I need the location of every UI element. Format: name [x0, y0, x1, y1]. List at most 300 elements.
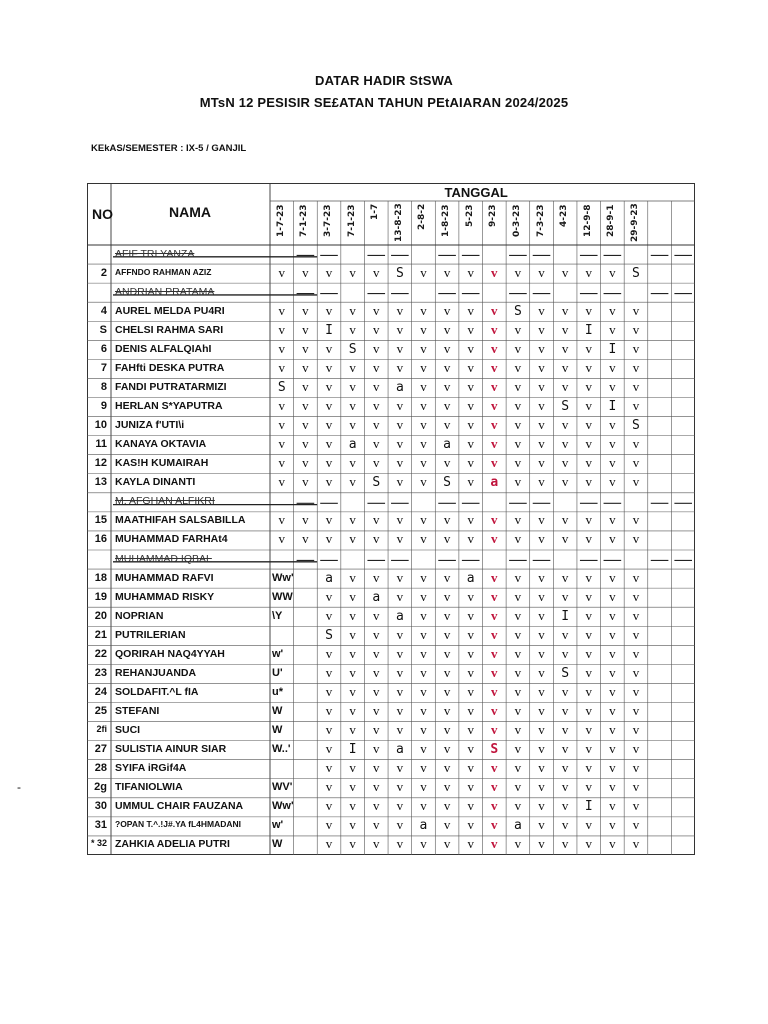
attendance-mark: ᴠ [585, 723, 592, 739]
attendance-mark: ᴠ [538, 627, 545, 643]
attendance-mark: ᴠ [514, 475, 522, 491]
attendance-mark: ᴠ [561, 360, 569, 376]
attendance-mark: ᴠ [420, 799, 427, 815]
attendance-mark: a [490, 475, 499, 491]
attendance-mark: I [608, 341, 617, 357]
attendance-mark: ᴠ [302, 513, 309, 529]
attendance-mark: ᴠ [609, 418, 616, 434]
attendance-mark: ᴠ [585, 818, 592, 834]
attendance-mark: ᴠ [396, 837, 404, 853]
attendance-mark: ᴠ [420, 532, 427, 548]
attendance-mark: ᴠ [396, 761, 404, 777]
attendance-mark: ᴠ [561, 303, 569, 319]
attendance-mark: ᴠ [302, 532, 309, 548]
attendance-mark: ᴠ [585, 780, 592, 796]
attendance-mark: ᴠ [632, 437, 640, 453]
attendance-mark: ᴠ [491, 665, 498, 681]
attendance-mark: ᴠ [609, 818, 616, 834]
attendance-mark: ᴠ [609, 589, 616, 605]
prefix-mark: w' [272, 819, 284, 832]
attendance-mark: ᴠ [467, 360, 474, 376]
attendance-mark: ᴠ [373, 723, 380, 739]
attendance-mark: ᴠ [373, 513, 380, 529]
attendance-mark: ᴠ [632, 456, 640, 472]
attendance-mark: ᴠ [302, 475, 309, 491]
attendance-mark: ᴠ [302, 456, 309, 472]
attendance-mark: ᴠ [278, 475, 286, 491]
attendance-mark: ᴠ [632, 704, 640, 720]
attendance-mark: ᴠ [561, 570, 569, 586]
row-number: 8 [100, 380, 107, 393]
attendance-mark: ᴠ [443, 303, 451, 319]
attendance-mark: ᴠ [396, 399, 404, 415]
attendance-mark: ᴠ [420, 761, 427, 777]
attendance-mark: ᴠ [443, 761, 451, 777]
attendance-mark: ᴠ [420, 360, 427, 376]
attendance-mark: ᴠ [561, 589, 569, 605]
attendance-mark: ᴠ [325, 723, 333, 739]
attendance-mark: ᴠ [538, 704, 545, 720]
attendance-mark: ᴠ [538, 780, 545, 796]
attendance-mark: ᴠ [609, 684, 616, 700]
attendance-mark: ᴠ [585, 341, 592, 357]
attendance-mark: ᴠ [609, 627, 616, 643]
attendance-mark: a [348, 437, 357, 453]
attendance-mark: ᴠ [302, 418, 309, 434]
attendance-mark: ᴠ [302, 399, 309, 415]
attendance-mark: ᴠ [349, 761, 356, 777]
attendance-mark: ᴠ [467, 723, 474, 739]
attendance-mark: a [395, 379, 404, 395]
student-name: KAS!H KUMAIRAH [115, 457, 209, 470]
row-number: 21 [94, 628, 107, 641]
attendance-mark: ᴠ [561, 799, 569, 815]
attendance-mark: ᴠ [325, 608, 333, 624]
attendance-mark: ᴠ [491, 341, 498, 357]
attendance-mark: ᴠ [514, 684, 522, 700]
attendance-mark: ᴠ [609, 646, 616, 662]
attendance-mark: ᴠ [420, 341, 427, 357]
attendance-mark: I [348, 742, 357, 758]
attendance-mark: S [348, 341, 357, 357]
student-name: DENIS ALFALQIAhI [115, 342, 212, 355]
attendance-mark: ᴠ [302, 265, 309, 281]
attendance-mark: ᴠ [278, 341, 286, 357]
row-number: 4 [100, 304, 107, 317]
student-name: ?OPAN T.^.!J#.YA fL4HMADANI [115, 819, 242, 830]
attendance-mark: ᴠ [396, 646, 404, 662]
attendance-mark: ᴠ [514, 837, 522, 853]
student-name: KAYLA DINANTI [115, 476, 196, 489]
attendance-mark: ᴠ [373, 303, 380, 319]
attendance-mark: ᴠ [561, 322, 569, 338]
attendance-mark: ᴠ [467, 684, 474, 700]
row-number: 31 [94, 819, 107, 832]
attendance-mark: ᴠ [373, 322, 380, 338]
date-label: 7-3-23 [535, 204, 546, 237]
attendance-mark: ᴠ [538, 418, 545, 434]
attendance-mark: ᴠ [325, 437, 333, 453]
prefix-mark: W [272, 838, 283, 851]
attendance-mark: ᴠ [467, 379, 474, 395]
attendance-mark: ᴠ [373, 418, 380, 434]
student-name: REHANJUANDA [115, 666, 197, 679]
attendance-mark: ᴠ [443, 799, 451, 815]
attendance-mark: ᴠ [443, 265, 451, 281]
attendance-mark: ᴠ [491, 780, 498, 796]
attendance-mark: ᴠ [609, 532, 616, 548]
prefix-mark: WW [272, 590, 293, 603]
student-name: HERLAN S*YAPUTRA [115, 400, 223, 413]
attendance-mark: ᴠ [420, 475, 427, 491]
student-name: SULISTIA AINUR SIAR [115, 743, 227, 756]
attendance-mark: ᴠ [443, 684, 451, 700]
attendance-mark: ᴠ [420, 704, 427, 720]
attendance-mark: ᴠ [514, 742, 522, 758]
attendance-mark: ᴠ [538, 761, 545, 777]
attendance-mark: ᴠ [538, 837, 545, 853]
student-name: CHELSI RAHMA SARI [115, 323, 224, 336]
attendance-mark: ᴠ [491, 418, 498, 434]
row-number: 7 [100, 361, 107, 374]
attendance-mark: ᴠ [538, 360, 545, 376]
attendance-mark: ᴠ [349, 418, 356, 434]
attendance-mark: ᴠ [349, 589, 356, 605]
attendance-mark: ᴠ [538, 399, 545, 415]
attendance-mark: ᴠ [396, 303, 404, 319]
attendance-mark: ᴠ [325, 742, 333, 758]
attendance-mark: ᴠ [585, 399, 592, 415]
attendance-mark: ᴠ [632, 360, 640, 376]
attendance-mark: ᴠ [396, 627, 404, 643]
attendance-mark: ᴠ [632, 818, 640, 834]
attendance-mark: ᴠ [349, 265, 356, 281]
attendance-mark: ᴠ [443, 646, 451, 662]
attendance-mark: ᴠ [443, 532, 451, 548]
attendance-mark: ᴠ [278, 456, 286, 472]
attendance-mark: ᴠ [561, 761, 569, 777]
attendance-mark: ᴠ [373, 646, 380, 662]
attendance-mark: ᴠ [349, 646, 356, 662]
date-label: 13-8-23 [393, 203, 404, 242]
attendance-mark: ᴠ [609, 513, 616, 529]
attendance-mark: ᴠ [609, 704, 616, 720]
attendance-mark: ᴠ [514, 665, 522, 681]
attendance-mark: ᴠ [561, 513, 569, 529]
attendance-mark: ᴠ [514, 646, 522, 662]
attendance-mark: ᴠ [561, 684, 569, 700]
attendance-mark: ᴠ [538, 437, 545, 453]
attendance-mark: ᴠ [278, 532, 286, 548]
attendance-mark: ᴠ [538, 532, 545, 548]
attendance-mark: ᴠ [396, 437, 404, 453]
attendance-mark: ᴠ [514, 437, 522, 453]
attendance-mark: ᴠ [420, 418, 427, 434]
row-number: 28 [94, 762, 107, 775]
attendance-mark: ᴠ [443, 379, 451, 395]
attendance-mark: S [561, 399, 570, 415]
date-label: 2-8-2 [417, 204, 428, 231]
attendance-mark: ᴠ [467, 532, 474, 548]
row-number: 16 [94, 533, 107, 546]
attendance-mark: ᴠ [632, 799, 640, 815]
attendance-mark: ᴠ [349, 360, 356, 376]
attendance-mark: ᴠ [632, 399, 640, 415]
date-label: 7-1-23 [299, 204, 310, 237]
attendance-mark: ᴠ [609, 837, 616, 853]
date-label: 1-7 [370, 204, 381, 221]
attendance-mark: ᴠ [467, 799, 474, 815]
date-label: 1-8-23 [441, 204, 452, 237]
attendance-mark: ᴠ [420, 589, 427, 605]
attendance-mark: ᴠ [632, 475, 640, 491]
attendance-mark: ᴠ [632, 608, 640, 624]
attendance-mark: ᴠ [349, 570, 356, 586]
attendance-mark: ᴠ [538, 322, 545, 338]
row-number: 11 [95, 438, 107, 451]
date-label: 29-9-23 [629, 203, 640, 242]
attendance-mark: ᴠ [632, 761, 640, 777]
attendance-mark: ᴠ [278, 437, 286, 453]
attendance-mark: ᴠ [325, 589, 333, 605]
attendance-mark: ᴠ [632, 589, 640, 605]
student-name: FANDI PUTRATARMIZI [115, 380, 227, 393]
column-header-name: NAMA [169, 204, 211, 220]
attendance-mark: ᴠ [325, 513, 333, 529]
attendance-mark: ᴠ [585, 665, 592, 681]
attendance-mark: ᴠ [349, 379, 356, 395]
attendance-mark: ᴠ [396, 723, 404, 739]
attendance-mark: S [443, 475, 451, 491]
attendance-mark: ᴠ [585, 684, 592, 700]
attendance-mark: ᴠ [632, 723, 640, 739]
attendance-mark: ᴠ [420, 665, 427, 681]
attendance-mark: ᴠ [467, 418, 474, 434]
attendance-mark: ᴠ [278, 418, 286, 434]
attendance-mark: ᴠ [467, 646, 474, 662]
attendance-mark: ᴠ [302, 303, 309, 319]
prefix-mark: W..' [272, 743, 291, 756]
attendance-mark: a [419, 818, 428, 834]
attendance-mark: ᴠ [514, 418, 522, 434]
attendance-mark: ᴠ [491, 608, 498, 624]
prefix-mark: W [272, 705, 283, 718]
attendance-mark: ᴠ [443, 589, 451, 605]
student-name: JUNIZA f'UTI\i [115, 419, 185, 432]
attendance-mark: ᴠ [514, 761, 522, 777]
attendance-mark: ᴠ [609, 303, 616, 319]
attendance-mark: ᴠ [561, 418, 569, 434]
attendance-mark: ᴠ [609, 456, 616, 472]
attendance-mark: ᴠ [325, 265, 333, 281]
prefix-mark: U' [272, 666, 283, 679]
attendance-mark: ᴠ [443, 456, 451, 472]
attendance-mark: ᴠ [538, 646, 545, 662]
attendance-mark: ᴠ [585, 837, 592, 853]
attendance-mark: ᴠ [609, 742, 616, 758]
attendance-mark: ᴠ [632, 570, 640, 586]
attendance-mark: ᴠ [514, 608, 522, 624]
attendance-mark: ᴠ [514, 723, 522, 739]
attendance-mark: ᴠ [349, 475, 356, 491]
attendance-mark: ᴠ [420, 684, 427, 700]
attendance-mark: ᴠ [373, 684, 380, 700]
attendance-mark: ᴠ [467, 665, 474, 681]
attendance-mark: ᴠ [349, 303, 356, 319]
attendance-mark: ᴠ [325, 418, 333, 434]
attendance-mark: ᴠ [396, 360, 404, 376]
attendance-mark: ᴠ [396, 589, 404, 605]
attendance-mark: ᴠ [302, 437, 309, 453]
attendance-mark: ᴠ [514, 379, 522, 395]
attendance-mark: ᴠ [585, 360, 592, 376]
student-name: AUREL MELDA PU4RI [115, 304, 225, 317]
student-name: ANDRIAN PRATAMA [115, 285, 215, 298]
attendance-mark: ᴠ [302, 360, 309, 376]
attendance-mark: S [277, 379, 286, 395]
attendance-mark: ᴠ [420, 837, 427, 853]
attendance-mark: I [584, 799, 593, 815]
attendance-mark: ᴠ [538, 265, 545, 281]
date-label: 12-9-8 [582, 204, 593, 237]
student-name: MUHAMMAD RISKY [115, 590, 215, 603]
attendance-mark: a [395, 608, 404, 624]
attendance-mark: ᴠ [349, 837, 356, 853]
attendance-mark: ᴠ [325, 399, 333, 415]
attendance-mark: ᴠ [491, 456, 498, 472]
attendance-mark: ᴠ [373, 360, 380, 376]
attendance-mark: ᴠ [396, 532, 404, 548]
attendance-mark: ᴠ [420, 513, 427, 529]
attendance-mark: ᴠ [443, 608, 451, 624]
attendance-mark: ᴠ [491, 704, 498, 720]
student-name: PUTRILERIAN [115, 628, 186, 641]
attendance-mark: ᴠ [396, 704, 404, 720]
attendance-mark: ᴠ [538, 818, 545, 834]
attendance-mark: ᴠ [420, 608, 427, 624]
attendance-mark: ᴠ [443, 665, 451, 681]
attendance-mark: ᴠ [396, 456, 404, 472]
attendance-mark: ᴠ [420, 627, 427, 643]
date-label: 28-9-1 [606, 204, 617, 237]
student-name: MUHAMMAD RAFVI [115, 571, 214, 584]
attendance-mark: ᴠ [491, 799, 498, 815]
attendance-mark: ᴠ [585, 608, 592, 624]
attendance-mark: ᴠ [609, 761, 616, 777]
attendance-mark: ᴠ [514, 341, 522, 357]
attendance-mark: S [632, 418, 640, 434]
student-name: SUCI [115, 724, 141, 737]
attendance-mark: ᴠ [632, 742, 640, 758]
attendance-mark: ᴠ [632, 532, 640, 548]
attendance-mark: ᴠ [561, 627, 569, 643]
attendance-mark: ᴠ [349, 608, 356, 624]
attendance-mark: ᴠ [420, 303, 427, 319]
attendance-mark: ᴠ [467, 456, 474, 472]
row-number: S [99, 323, 107, 336]
attendance-mark: ᴠ [443, 570, 451, 586]
attendance-mark: ᴠ [632, 684, 640, 700]
attendance-mark: ᴠ [373, 837, 380, 853]
attendance-mark: ᴠ [609, 265, 616, 281]
column-header-tanggal: TANGGAL [444, 185, 508, 200]
attendance-mark: ᴠ [538, 684, 545, 700]
attendance-mark: ᴠ [396, 322, 404, 338]
attendance-mark: ᴠ [609, 665, 616, 681]
attendance-mark: ᴠ [373, 665, 380, 681]
attendance-mark: ᴠ [467, 704, 474, 720]
attendance-mark: ᴠ [467, 742, 474, 758]
attendance-mark: ᴠ [420, 437, 427, 453]
attendance-mark: ᴠ [491, 513, 498, 529]
attendance-mark: ᴠ [302, 379, 309, 395]
student-name: AFFNDO RAHMAN AZIZ [115, 266, 212, 277]
attendance-mark: ᴠ [561, 646, 569, 662]
attendance-mark: ᴠ [373, 456, 380, 472]
attendance-mark: ᴠ [609, 475, 616, 491]
attendance-mark: ᴠ [349, 627, 356, 643]
row-number: 18 [94, 571, 107, 584]
attendance-mark: ᴠ [538, 665, 545, 681]
row-number: 23 [94, 666, 107, 679]
attendance-mark: ᴠ [373, 818, 380, 834]
attendance-mark: a [395, 742, 404, 758]
attendance-mark: ᴠ [514, 513, 522, 529]
attendance-mark: ᴠ [443, 818, 451, 834]
attendance-mark: ᴠ [585, 532, 592, 548]
attendance-mark: ᴠ [325, 665, 333, 681]
attendance-mark: ᴠ [585, 437, 592, 453]
attendance-mark: ᴠ [467, 303, 474, 319]
attendance-mark: ᴠ [325, 341, 333, 357]
attendance-mark: ᴠ [561, 532, 569, 548]
student-name: M. AFGHAN ALFIKRI [115, 495, 215, 508]
attendance-mark: ᴠ [373, 780, 380, 796]
attendance-mark: ᴠ [443, 742, 451, 758]
page-title: DATAR HADIR StSWA [315, 73, 453, 88]
row-number: 13 [94, 476, 107, 489]
date-label: 1-7-23 [275, 204, 286, 237]
attendance-mark: ᴠ [609, 608, 616, 624]
attendance-mark: ᴠ [609, 437, 616, 453]
attendance-mark: ᴠ [373, 742, 380, 758]
attendance-mark: ᴠ [538, 475, 545, 491]
attendance-mark: ᴠ [420, 780, 427, 796]
class-semester-info: KEkAS/SEMESTER : IX-5 / GANJIL [91, 143, 247, 154]
attendance-mark: ᴠ [538, 513, 545, 529]
attendance-mark: ᴠ [373, 627, 380, 643]
attendance-mark: ᴠ [420, 646, 427, 662]
attendance-mark: ᴠ [325, 532, 333, 548]
attendance-mark: ᴠ [632, 303, 640, 319]
attendance-mark: ᴠ [609, 799, 616, 815]
attendance-mark: ᴠ [325, 475, 333, 491]
attendance-mark: ᴠ [443, 704, 451, 720]
date-label: 9-23 [488, 204, 499, 227]
attendance-mark: ᴠ [561, 818, 569, 834]
row-number: 25 [94, 705, 107, 718]
attendance-mark: ᴠ [443, 780, 451, 796]
attendance-mark: ᴠ [467, 627, 474, 643]
prefix-mark: Ww' [272, 571, 294, 584]
attendance-mark: ᴠ [443, 322, 451, 338]
attendance-mark: ᴠ [491, 761, 498, 777]
attendance-mark: I [561, 608, 570, 624]
attendance-mark: ᴠ [491, 437, 498, 453]
attendance-mark: S [395, 265, 404, 281]
attendance-mark: ᴠ [325, 799, 333, 815]
attendance-mark: ᴠ [514, 456, 522, 472]
